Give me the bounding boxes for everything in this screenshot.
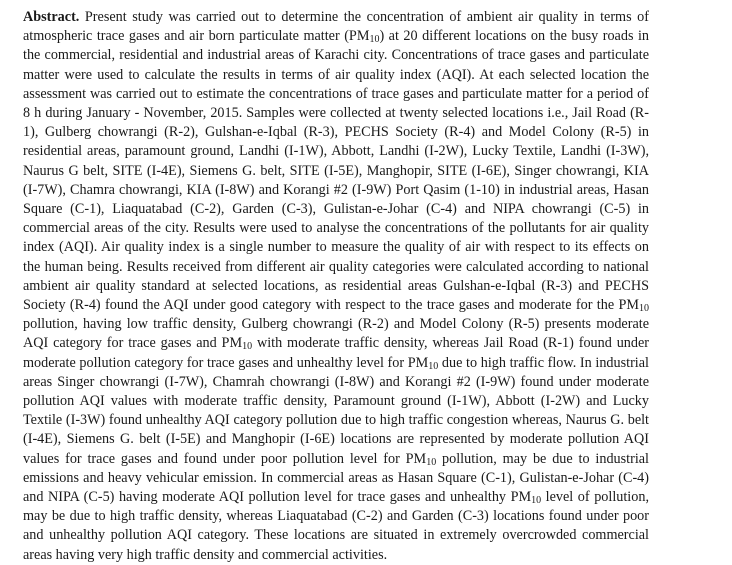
pm-subscript: 10 [242, 341, 253, 353]
abstract-label: Abstract. [23, 9, 80, 25]
pm-subscript: 10 [531, 495, 542, 507]
abstract-text-3: pollution, having low traffic density, Gulberg chowrangi (R-2) and Model Colony (R-5) presents moderate AQI category for trace gases and PM [23, 316, 649, 352]
pm-subscript: 10 [639, 303, 649, 315]
pm-subscript: 10 [369, 34, 380, 46]
abstract-text-5: due to high traffic flow. In industrial areas Singer chowrangi (I-7W), Chamrah chowrangi (I-8W) and Korangi #2 (I-9W) found under moderate pollution AQI values with moderate traffic density, Paramount ground (I-1W), Abbott (I-2W) and Lucky Textile (I-3W) found unhealthy AQI category pollution due to high traffic congestion whereas, Naurus G. belt (I-4E), Siemens G. belt (I-5E) and Manghopir (I-6E) locations are represented by moderate pollution AQI values for trace gases and found under poor pollution level for PM [23, 354, 649, 467]
abstract-text-7: level of pollution, may be due to high traffic density, whereas Liaquatabad (C-2) and Garden (C-3) locations found under poor and unhealthy pollution AQI category. These locations are situated in extremely overcrowded commercial areas having very high traffic density and commercial activities. [23, 489, 649, 563]
abstract-text-1: Present study was carried out to determine the concentration of ambient air quality in terms of atmospheric trace gases and air born particulate matter (PM [23, 9, 649, 45]
abstract-text-6: pollution, may be due to industrial emissions and heavy vehicular emission. In commercial areas as Hasan Square (C-1), Gulistan-e-Johar (C-4) and NIPA (C-5) having moderate AQI pollution level for trace gases and unhealthy PM [23, 450, 649, 506]
pm-subscript: 10 [428, 360, 439, 372]
abstract-text-4: with moderate traffic density, whereas Jail Road (R-1) found under moderate pollution category for trace gases and unhealthy level for PM [23, 335, 649, 371]
abstract-paragraph [23, 8, 649, 565]
pm-subscript: 10 [426, 456, 437, 468]
abstract-text-2: ) at 20 different locations on the busy roads in the commercial, residential and industrial areas of Karachi city. Concentrations of trace gases and particulate matter were used to calculate the results in terms of air quality index (AQI). At each selected location the assessment was carried out to estimate the concentrations of trace gases and particulate matter for a period of 8 h during January - November, 2015. Samples were collected at twenty selected locations i.e., Jail Road (R-1), Gulberg chowrangi (R-2), Gulshan-e-Iqbal (R-3), PECHS Society (R-4) and Model Colony (R-5) in residential areas, paramount ground, Landhi (I-1W), Abbott, Landhi (I-2W), Lucky Textile, Landhi (I-3W), Naurus G belt, SITE (I-4E), Siemens G. belt, SITE (I-5E), Manghopir, SITE (I-6E), Singer chowrangi, KIA (I-7W), Chamra chowrangi, KIA (I-8W) and Korangi #2 (I-9W) Port Qasim (1-10) in industrial areas, Hasan Square (C-1), Liaquatabad (C-2), Garden (C-3), Gulistan-e-Johar (C-4) and NIPA chowrangi (C-5) in commercial areas of the city. Results were used to analyse the concentrations of the pollutants for air quality index (AQI). Air quality index is a single number to measure the quality of air with respect to its effects on the human being. Results received from different air quality categories were calculated according to national ambient air quality standard at selected locations, as residential areas Gulshan-e-Iqbal (R-3) and PECHS Society (R-4) found the AQI under good category with respect to the trace gases and moderate for the PM [23, 28, 649, 314]
